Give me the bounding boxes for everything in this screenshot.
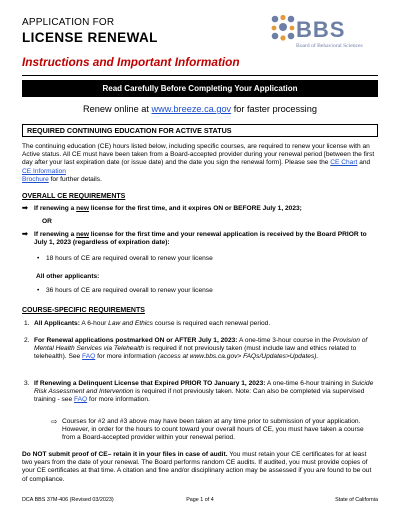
all-other-applicants-label: All other applicants:	[36, 273, 100, 280]
course-specific-heading: COURSE-SPECIFIC REQUIREMENTS	[22, 307, 145, 314]
ce-brochure-link-2[interactable]: Brochure	[22, 175, 49, 183]
page-footer	[22, 497, 378, 504]
course-item-3: 3. If Renewing a Delinquent License that Expired PRIOR TO January 1, 2023: A one-time 6-hour training in Suicide Risk Assessment and Intervention is required if not previously taken. Note: Can also be completed via supervised training - see FAQ for more information.	[24, 380, 374, 404]
form-title	[22, 17, 158, 46]
audit-paragraph: Do NOT submit proof of CE– retain it in your files in case of audit. You must retain your CE certificates for at least two years from the date of your renewal. The Board performs random CE audits. If audited, you must provide copies of your CE certificates at that time. A citation and fine and/or disciplinary action may be assessed if you are found to be out of compliance.	[22, 451, 372, 483]
overall-ce-heading: OVERALL CE REQUIREMENTS	[22, 193, 126, 200]
ce-chart-link[interactable]: CE Chart	[330, 159, 358, 167]
renew-suffix: for faster processing	[231, 104, 317, 114]
license-renewal-title: LICENSE RENEWAL	[22, 29, 158, 45]
course-item-2: 2. For Renewal applications postmarked ON or AFTER July 1, 2023: A one-time 3-hour course in the Provision of Mental Health Services via Telehealth is required if not previously taken (must include law and ethics related to telehealth). See FAQ for more information (access at www.bbs.ca.gov> FAQs/Updates>Updates).	[24, 337, 368, 361]
ce-intro-and: and	[357, 159, 371, 167]
header-divider	[22, 75, 378, 76]
form-number: DCA BBS 37M-406 (Revised 03/2023)	[22, 497, 114, 503]
bullet-18-hours: • 18 hours of CE are required overall to renew your license	[37, 255, 213, 262]
faq-link[interactable]: FAQ	[73, 396, 88, 404]
course-item-1: 1. All Applicants: A 6-hour Law and Ethics course is required each renewal period.	[24, 320, 271, 327]
overall-item-2: ➡ If renewing a new license for the first time and your renewal application is received by the Board PRIOR to July 1, 2023 (regardless of expiration date):	[22, 231, 367, 247]
arrow-right-icon: ➡	[22, 231, 28, 238]
note-arrow-icon: ⇨	[51, 417, 58, 426]
bullet-icon: •	[37, 255, 40, 262]
bullet-icon: •	[37, 287, 40, 294]
ce-section-heading: REQUIRED CONTINUING EDUCATION FOR ACTIVE STATUS	[22, 124, 378, 137]
instructions-heading: Instructions and Important Information	[22, 55, 240, 69]
read-carefully-banner: Read Carefully Before Completing Your Application	[22, 80, 378, 97]
arrow-right-icon: ➡	[22, 205, 28, 212]
or-label: OR	[42, 218, 52, 225]
page-number: Page 1 of 4	[186, 497, 214, 503]
bullet-36-hours: • 36 hours of CE are required overall to renew your license	[37, 287, 213, 294]
ce-intro-text-2: for further details.	[48, 175, 102, 183]
breeze-link[interactable]: www.breeze.ca.gov	[151, 104, 232, 114]
renew-online-line	[22, 104, 378, 116]
renew-prefix: Renew online at	[83, 104, 152, 114]
ce-intro-text-1: The continuing education (CE) hours listed below, including specific courses, are required to renew your license with an Active status. All CE must have been taken from a Board-accepted provider during your renewal period [between the first day after your last expiration date (or issue date) and the date you sign the renewal form]. Please see the	[22, 143, 375, 167]
bbs-logo-icon	[270, 14, 296, 42]
application-for-label: APPLICATION FOR	[22, 17, 115, 28]
ce-brochure-link[interactable]: CE Information	[22, 167, 66, 175]
faq-link[interactable]: FAQ	[82, 353, 96, 361]
overall-item-1: ➡ If renewing a new license for the first time, and it expires ON or BEFORE July 1, 2023;	[22, 205, 302, 212]
bbs-logo-text: BBS	[296, 17, 346, 42]
courses-note: ⇨ Courses for #2 and #3 above may have been taken at any time prior to submission of your application. However, in order for the hours to count toward your overall hours of CE, you must have taken a course from a Board-accepted provider within your renewal period.	[51, 417, 364, 442]
ce-intro-paragraph	[22, 143, 378, 184]
bbs-logo	[270, 14, 380, 54]
bbs-logo-subtitle: Board of Behavioral Sciences	[296, 43, 363, 49]
state-label: State of California	[335, 497, 378, 503]
